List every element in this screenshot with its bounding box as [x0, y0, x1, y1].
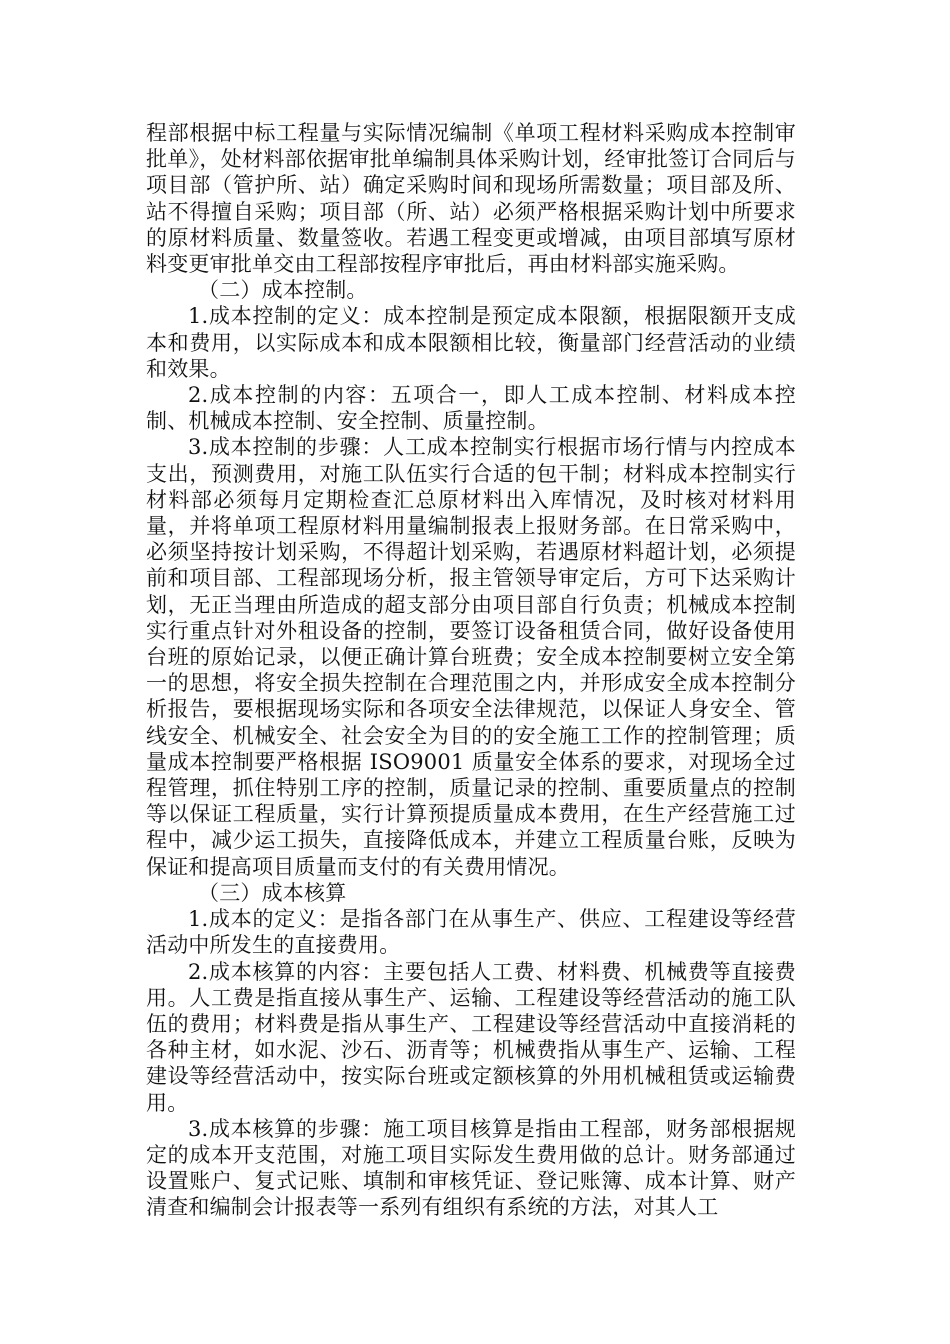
document-page	[146, 120, 796, 1221]
paragraph-procurement-continued: 程部根据中标工程量与实际情况编制《单项工程材料采购成本控制审批单》，处材料部依据审批单编制具体采购计划，经审批签订合同后与项目部（管护所、站）确定采购时间和现场所需数量；项目部及所、站不得擅自采购；项目部（所、站）必须严格根据采购计划中所要求的原材料质量、数量签收。若遇工程变更或增减，由项目部填写原材料变更审批单交由工程部按程序审批后，再由材料部实施采购。	[146, 121, 796, 277]
paragraph-cost-accounting-steps: 3.成本核算的步骤：施工项目核算是指由工程部，财务部根据规定的成本开支范围，对施工项目实际发生费用做的总计。财务部通过设置账户、复式记账、填制和审核凭证、登记账簿、成本计算、财产清查和编制会计报表等一系列有组织有系统的方法，对其人工	[146, 1116, 796, 1220]
paragraph-cost-accounting-content: 2.成本核算的内容：主要包括人工费、材料费、机械费等直接费用。人工费是指直接从事生产、运输、工程建设等经营活动的施工队伍的费用；材料费是指从事生产、工程建设等经营活动中直接消耗的各种主材，如水泥、沙石、沥青等；机械费指从事生产、运输、工程建设等经营活动中，按实际台班或定额核算的外用机械租赁或运输费用。	[146, 959, 796, 1115]
paragraph-cost-control-content: 2.成本控制的内容：五项合一，即人工成本控制、材料成本控制、机械成本控制、安全控制、质量控制。	[146, 383, 796, 434]
paragraph-cost-control-definition: 1.成本控制的定义：成本控制是预定成本限额，根据限额开支成本和费用，以实际成本和成本限额相比较，衡量部门经营活动的业绩和效果。	[146, 304, 796, 381]
paragraph-cost-definition: 1.成本的定义：是指各部门在从事生产、供应、工程建设等经营活动中所发生的直接费用。	[146, 907, 796, 958]
section-heading-cost-control: （二）成本控制。	[198, 278, 368, 303]
paragraph-cost-control-steps: 3.成本控制的步骤：人工成本控制实行根据市场行情与内控成本支出，预测费用，对施工队伍实行合适的包干制；材料成本控制实行材料部必须每月定期检查汇总原材料出入库情况，及时核对材料用量，并将单项工程原材料用量编制报表上报财务部。在日常采购中，必须坚持按计划采购，不得超计划采购，若遇原材料超计划，必须提前和项目部、工程部现场分析，报主管领导审定后，方可下达采购计划，无正当理由所造成的超支部分由项目部自行负责；机械成本控制实行重点针对外租设备的控制，要签订设备租赁合同，做好设备使用台班的原始记录，以便正确计算台班费；安全成本控制要树立安全第一的思想，将安全损失控制在合理范围之内，并形成安全成本控制分析报告，要根据现场实际和各项安全法律规范，以保证人身安全、管线安全、机械安全、社会安全为目的的安全施工工作的控制管理；质量成本控制要严格根据 ISO9001 质量安全体系的要求，对现场全过程管理，抓住特别工序的控制，质量记录的控制、重要质量点的控制等以保证工程质量，实行计算预提质量成本费用，在生产经营施工过程中，减少运工损失，直接降低成本，并建立工程质量台账，反映为保证和提高项目质量而支付的有关费用情况。	[146, 435, 796, 879]
section-heading-cost-accounting: （三）成本核算	[198, 880, 347, 905]
